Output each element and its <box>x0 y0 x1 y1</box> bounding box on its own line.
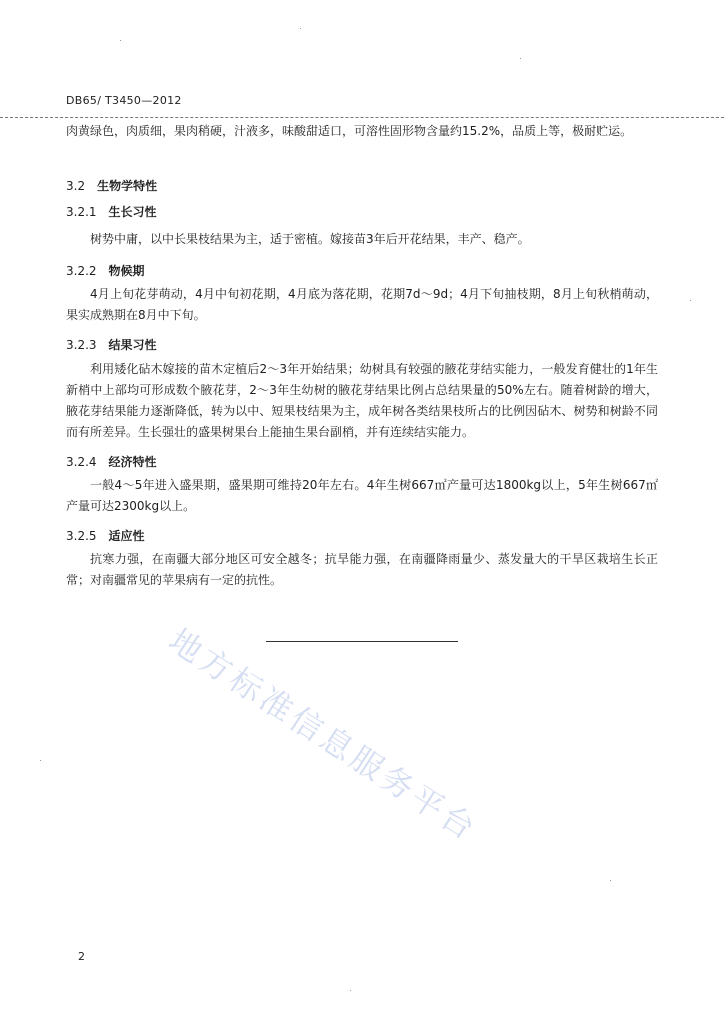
header-divider <box>0 117 724 118</box>
section-title: 经济特性 <box>108 455 157 469</box>
section-heading-3-2 <box>66 177 157 194</box>
section-number: 3.2.2 <box>66 264 97 278</box>
section-body-3-2-2: 4月上旬花芽萌动，4月中旬初花期，4月底为落花期，花期7d～9d；4月下旬抽枝期，8月上旬秋梢萌动，果实成熟期在8月中下旬。 <box>66 287 658 322</box>
scan-speck <box>520 58 521 59</box>
section-heading-3-2-5 <box>66 527 145 544</box>
section-body-3-2-1: 树势中庸，以中长果枝结果为主，适于密植。嫁接苗3年后开花结果，丰产、稳产。 <box>90 232 530 246</box>
section-title: 生长习性 <box>108 205 157 219</box>
section-heading-3-2-4 <box>66 453 157 470</box>
section-number: 3.2.4 <box>66 455 97 469</box>
end-of-text-rule <box>266 641 458 642</box>
section-number: 3.2.5 <box>66 529 97 543</box>
section-heading-3-2-1 <box>66 203 157 220</box>
section-number: 3.2.1 <box>66 205 97 219</box>
scan-speck <box>610 880 611 881</box>
section-body-3-2-4: 一般4～5年进入盛果期，盛果期可维持20年左右。4年生树667㎡产量可达1800kg以上，5年生树667㎡产量可达2300kg以上。 <box>66 478 658 513</box>
scan-speck <box>350 990 351 991</box>
section-title: 生物学特性 <box>97 179 158 193</box>
intro-paragraph: 肉黄绿色，肉质细，果肉稍硬，汁液多，味酸甜适口，可溶性固形物含量约15.2%，品质上等，极耐贮运。 <box>66 124 633 138</box>
section-title: 适应性 <box>108 529 145 543</box>
scan-speck <box>120 40 121 41</box>
scan-speck <box>40 760 41 761</box>
section-heading-3-2-2 <box>66 262 145 279</box>
section-title: 物候期 <box>108 264 145 278</box>
scan-speck <box>300 28 301 29</box>
page-number: 2 <box>78 950 85 963</box>
standard-code: DB65/ T3450—2012 <box>66 94 182 107</box>
section-heading-3-2-3 <box>66 336 157 353</box>
section-title: 结果习性 <box>108 338 157 352</box>
section-body-3-2-5: 抗寒力强，在南疆大部分地区可安全越冬；抗旱能力强，在南疆降雨量少、蒸发量大的干旱区栽培生长正常；对南疆常见的苹果病有一定的抗性。 <box>66 552 658 587</box>
section-number: 3.2.3 <box>66 338 97 352</box>
scan-speck <box>690 300 691 301</box>
section-body-3-2-3: 利用矮化砧木嫁接的苗木定植后2～3年开始结果；幼树具有较强的腋花芽结实能力，一般发育健壮的1年生新梢中上部均可形成数个腋花芽，2～3年生幼树的腋花芽结果比例占总结果量的50%左右。随着树龄的增大，腋花芽结果能力逐渐降低，转为以中、短果枝结果为主，成年树各类结果枝所占的比例因砧木、树势和树龄不同而有所差异。生长强壮的盛果树果台上能抽生果台副梢，并有连续结实能力。 <box>66 362 658 439</box>
section-number: 3.2 <box>66 179 86 193</box>
watermark-text: 地方标准信息服务平台 <box>162 621 485 849</box>
